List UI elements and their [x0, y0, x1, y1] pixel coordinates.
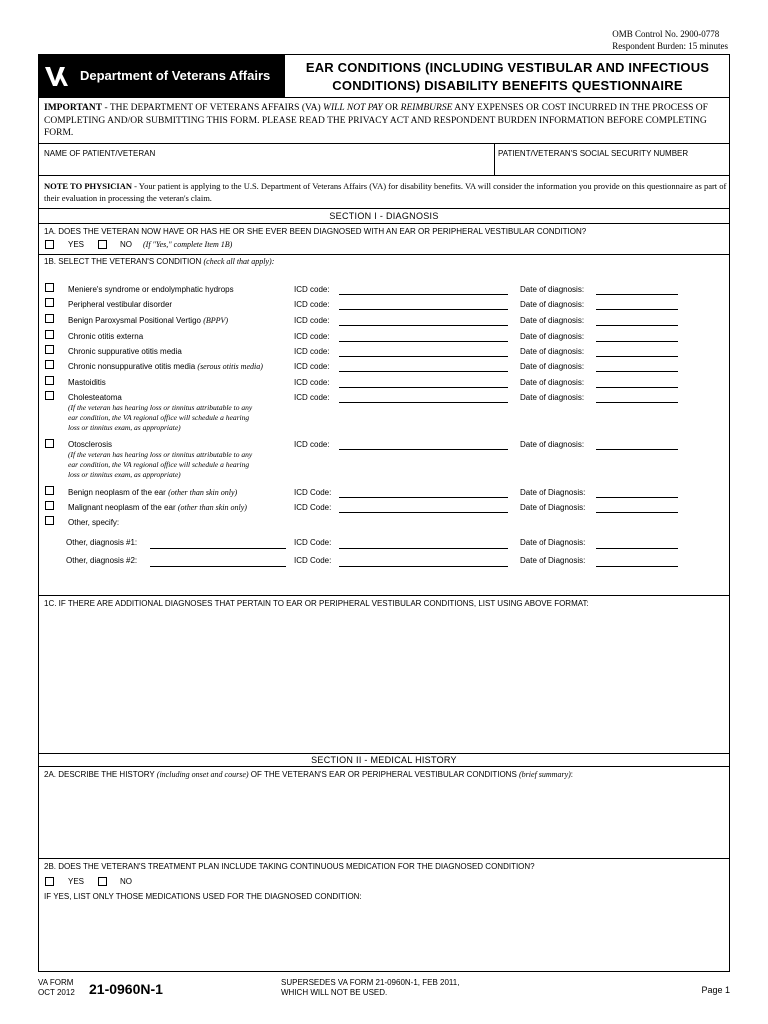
footer-va-form: VA FORM	[38, 978, 74, 987]
date-label: Date of diagnosis:	[520, 300, 585, 309]
department-name: Department of Veterans Affairs	[80, 68, 271, 83]
date-label: Date of diagnosis:	[520, 332, 585, 341]
icd-field-suppurative[interactable]	[339, 356, 508, 357]
icd-field-other-1[interactable]	[339, 548, 508, 549]
question-2b: 2B. DOES THE VETERAN'S TREATMENT PLAN INCLUDE TAKING CONTINUOUS MEDICATION FOR THE DIAGNOSED CONDITION?	[44, 862, 535, 871]
date-label: Date of Diagnosis:	[520, 556, 586, 565]
q2b-yes-label: YES	[68, 877, 85, 886]
question-1c: 1C. IF THERE ARE ADDITIONAL DIAGNOSES THAT PERTAIN TO EAR OR PERIPHERAL VESTIBULAR CONDITIONS, LIST USING ABOVE FORMAT:	[44, 599, 589, 608]
q2b-list-instruction: IF YES, LIST ONLY THOSE MEDICATIONS USED FOR THE DIAGNOSED CONDITION:	[44, 892, 362, 901]
date-label: Date of diagnosis:	[520, 362, 585, 371]
q2a-text-a: 2A. DESCRIBE THE HISTORY	[44, 770, 157, 779]
patient-name-field[interactable]	[40, 160, 492, 174]
question-1b	[44, 257, 274, 266]
icd-field-bppv[interactable]	[339, 325, 508, 326]
q1b-note: (check all that apply):	[203, 257, 275, 266]
date-field-cholesteatoma[interactable]	[596, 402, 678, 403]
other-diagnosis-2-field[interactable]	[150, 566, 286, 567]
icd-label: ICD code:	[294, 393, 330, 402]
title-line-2: CONDITIONS) DISABILITY BENEFITS QUESTIONNAIRE	[332, 78, 683, 93]
icd-field-otosclerosis[interactable]	[339, 449, 508, 450]
q1c-answer-area[interactable]	[40, 612, 728, 750]
q1a-no-label: NO	[120, 240, 132, 249]
q2a-answer-area[interactable]	[40, 782, 728, 855]
omb-control: OMB Control No. 2900-0778	[612, 29, 720, 39]
date-label: Date of diagnosis:	[520, 347, 585, 356]
condition-checkbox-otosclerosis[interactable]	[45, 439, 54, 448]
q2a-italic-2: (brief summary)	[519, 770, 571, 779]
q2b-no-checkbox[interactable]	[98, 877, 107, 886]
q1a-no-checkbox[interactable]	[98, 240, 107, 249]
will-not-pay: WILL NOT PAY	[323, 103, 383, 113]
icd-field-malignant-neoplasm[interactable]	[339, 512, 508, 513]
ssn-label: PATIENT/VETERAN'S SOCIAL SECURITY NUMBER	[498, 149, 689, 158]
icd-field-meniere[interactable]	[339, 294, 508, 295]
condition-checkbox-cholesteatoma[interactable]	[45, 391, 54, 400]
date-field-benign-neoplasm[interactable]	[596, 497, 678, 498]
malignant-neoplasm-text: Malignant neoplasm of the ear	[68, 503, 178, 512]
title-line-1: EAR CONDITIONS (INCLUDING VESTIBULAR AND INFECTIOUS	[305, 60, 710, 75]
date-field-mastoiditis[interactable]	[596, 387, 678, 388]
malignant-skin-note: (other than skin only)	[177, 503, 247, 512]
ssn-field[interactable]	[496, 160, 728, 174]
reimburse: REIMBURSE	[400, 103, 453, 113]
other-diagnosis-1-label: Other, diagnosis #1:	[66, 538, 138, 547]
important-or: OR	[382, 103, 401, 113]
question-2a	[44, 770, 573, 779]
benign-neoplasm-text: Benign neoplasm of the ear	[68, 488, 169, 497]
icd-label: ICD code:	[294, 316, 330, 325]
icd-label: ICD code:	[294, 285, 330, 294]
va-logo-block	[38, 54, 285, 98]
q2a-text-b: OF THE VETERAN'S EAR OR PERIPHERAL VESTIBULAR CONDITIONS	[248, 770, 520, 779]
date-label: Date of diagnosis:	[520, 378, 585, 387]
condition-checkbox-mastoiditis[interactable]	[45, 376, 54, 385]
q1a-yes-label: YES	[68, 240, 85, 249]
date-field-bppv[interactable]	[596, 325, 678, 326]
supersedes-line-1: SUPERSEDES VA FORM 21-0960N-1, FEB 2011,	[281, 978, 460, 987]
other-diagnosis-1-field[interactable]	[150, 548, 286, 549]
other-diagnosis-2-label: Other, diagnosis #2:	[66, 556, 138, 565]
condition-label-cholesteatoma: Cholesteatoma	[68, 393, 122, 402]
condition-checkbox-other[interactable]	[45, 516, 54, 525]
otosclerosis-hearing-note	[68, 450, 252, 480]
condition-label-otosclerosis: Otosclerosis	[68, 440, 113, 449]
date-label: Date of Diagnosis:	[520, 503, 586, 512]
date-field-meniere[interactable]	[596, 294, 678, 295]
icd-field-peripheral-vestibular[interactable]	[339, 309, 508, 310]
question-1a: 1A. DOES THE VETERAN NOW HAVE OR HAS HE OR SHE EVER BEEN DIAGNOSED WITH AN EAR OR PERIPHERAL VESTIBULAR CONDITION?	[44, 227, 587, 236]
hearing-note-line-3: loss or tinnitus exam, as appropriate)	[68, 470, 181, 479]
footer-date: OCT 2012	[38, 988, 75, 997]
respondent-burden: Respondent Burden: 15 minutes	[612, 41, 728, 51]
icd-label: ICD Code:	[294, 538, 332, 547]
condition-checkbox-benign-neoplasm[interactable]	[45, 486, 54, 495]
note-to-physician	[44, 180, 728, 204]
icd-label: ICD code:	[294, 362, 330, 371]
icd-field-mastoiditis[interactable]	[339, 387, 508, 388]
icd-field-nonsuppurative[interactable]	[339, 371, 508, 372]
condition-label-meniere: Meniere's syndrome or endolymphatic hydrops	[68, 285, 234, 294]
hearing-note-line-1: (If the veteran has hearing loss or tinnitus attributable to any	[68, 403, 253, 412]
va-seal-icon	[44, 64, 70, 88]
date-label: Date of diagnosis:	[520, 316, 585, 325]
icd-field-benign-neoplasm[interactable]	[339, 497, 508, 498]
q2a-colon: :	[570, 770, 574, 779]
date-field-other-2[interactable]	[596, 566, 678, 567]
date-field-other-1[interactable]	[596, 548, 678, 549]
date-field-malignant-neoplasm[interactable]	[596, 512, 678, 513]
date-label: Date of diagnosis:	[520, 440, 585, 449]
date-label: Date of Diagnosis:	[520, 538, 586, 547]
q2b-yes-checkbox[interactable]	[45, 877, 54, 886]
supersedes-note	[281, 978, 459, 998]
icd-field-other-2[interactable]	[339, 566, 508, 567]
condition-checkbox-nonsuppurative[interactable]	[45, 360, 54, 369]
condition-label-malignant-neoplasm	[68, 503, 247, 512]
form-number: 21-0960N-1	[89, 981, 163, 997]
section-2-heading: SECTION II - MEDICAL HISTORY	[311, 755, 457, 765]
page-number: Page 1	[701, 985, 730, 995]
q1b-text: 1B. SELECT THE VETERAN'S CONDITION	[44, 257, 204, 266]
condition-checkbox-bppv[interactable]	[45, 314, 54, 323]
date-field-otitis-externa[interactable]	[596, 341, 678, 342]
cholesteatoma-hearing-note	[68, 403, 252, 433]
date-label: Date of Diagnosis:	[520, 488, 586, 497]
bppv-abbrev: (BPPV)	[203, 316, 229, 325]
date-label: Date of diagnosis:	[520, 393, 585, 402]
icd-label: ICD Code:	[294, 488, 332, 497]
serous-note: (serous otitis media)	[197, 362, 263, 371]
icd-field-cholesteatoma[interactable]	[339, 402, 508, 403]
q2a-italic-1: (including onset and course)	[156, 770, 249, 779]
icd-label: ICD Code:	[294, 503, 332, 512]
q2b-no-label: NO	[120, 877, 132, 886]
icd-field-otitis-externa[interactable]	[339, 341, 508, 342]
hearing-note-line-2: ear condition, the VA regional office will schedule a hearing	[68, 413, 250, 422]
icd-label: ICD code:	[294, 440, 330, 449]
hearing-note-line-3: loss or tinnitus exam, as appropriate)	[68, 423, 181, 432]
patient-name-label: NAME OF PATIENT/VETERAN	[44, 149, 156, 158]
date-field-otosclerosis[interactable]	[596, 449, 678, 450]
important-notice	[44, 102, 724, 140]
note-text: - Your patient is applying to the U.S. Department of Veterans Affairs (VA) for disability benefits. VA will consider the information you provide on this questionnaire as part of their evaluation in processing the veteran's claim.	[44, 181, 727, 203]
date-field-peripheral-vestibular[interactable]	[596, 309, 678, 310]
icd-label: ICD code:	[294, 300, 330, 309]
date-field-nonsuppurative[interactable]	[596, 371, 678, 372]
section-1-heading: SECTION I - DIAGNOSIS	[329, 211, 439, 221]
condition-label-other: Other, specify:	[68, 518, 120, 527]
condition-label-suppurative: Chronic suppurative otitis media	[68, 347, 182, 356]
footer-form-label	[38, 978, 75, 998]
condition-label-benign-neoplasm	[68, 488, 237, 497]
supersedes-line-2: WHICH WILL NOT BE USED.	[281, 988, 388, 997]
condition-checkbox-otitis-externa[interactable]	[45, 330, 54, 339]
nonsuppurative-text: Chronic nonsuppurative otitis media	[68, 362, 198, 371]
bppv-text: Benign Paroxysmal Positional Vertigo	[68, 316, 204, 325]
omb-info	[612, 28, 728, 52]
condition-label-nonsuppurative	[68, 362, 263, 371]
date-field-suppurative[interactable]	[596, 356, 678, 357]
date-label: Date of diagnosis:	[520, 285, 585, 294]
condition-checkbox-peripheral-vestibular[interactable]	[45, 298, 54, 307]
icd-label: ICD code:	[294, 347, 330, 356]
condition-label-mastoiditis: Mastoiditis	[68, 378, 106, 387]
important-text-b: ANY EXPENSES OR COST INCURRED IN THE PROCESS OF COMPLETING AND/OR SUBMITTING THIS FORM. PLEASE READ THE PRIVACY ACT AND RESPONDENT BURDEN INFORMATION BEFORE COMPLETING FORM.	[44, 103, 708, 138]
medications-answer-area[interactable]	[40, 904, 728, 968]
hearing-note-line-2: ear condition, the VA regional office will schedule a hearing	[68, 460, 250, 469]
condition-label-peripheral-vestibular: Peripheral vestibular disorder	[68, 300, 173, 309]
condition-label-otitis-externa: Chronic otitis externa	[68, 332, 144, 341]
q1a-note: (If "Yes," complete Item 1B)	[143, 240, 233, 249]
note-label: NOTE TO PHYSICIAN	[44, 181, 133, 191]
benign-skin-note: (other than skin only)	[168, 488, 238, 497]
form-title	[285, 54, 730, 98]
icd-label: ICD code:	[294, 378, 330, 387]
important-text-a: - THE DEPARTMENT OF VETERANS AFFAIRS (VA)	[102, 103, 324, 113]
important-label: IMPORTANT	[44, 103, 103, 113]
icd-label: ICD code:	[294, 332, 330, 341]
q1a-yes-checkbox[interactable]	[45, 240, 54, 249]
condition-label-bppv	[68, 316, 228, 325]
condition-checkbox-malignant-neoplasm[interactable]	[45, 501, 54, 510]
icd-label: ICD Code:	[294, 556, 332, 565]
hearing-note-line-1: (If the veteran has hearing loss or tinnitus attributable to any	[68, 450, 253, 459]
condition-checkbox-suppurative[interactable]	[45, 345, 54, 354]
condition-checkbox-meniere[interactable]	[45, 283, 54, 292]
